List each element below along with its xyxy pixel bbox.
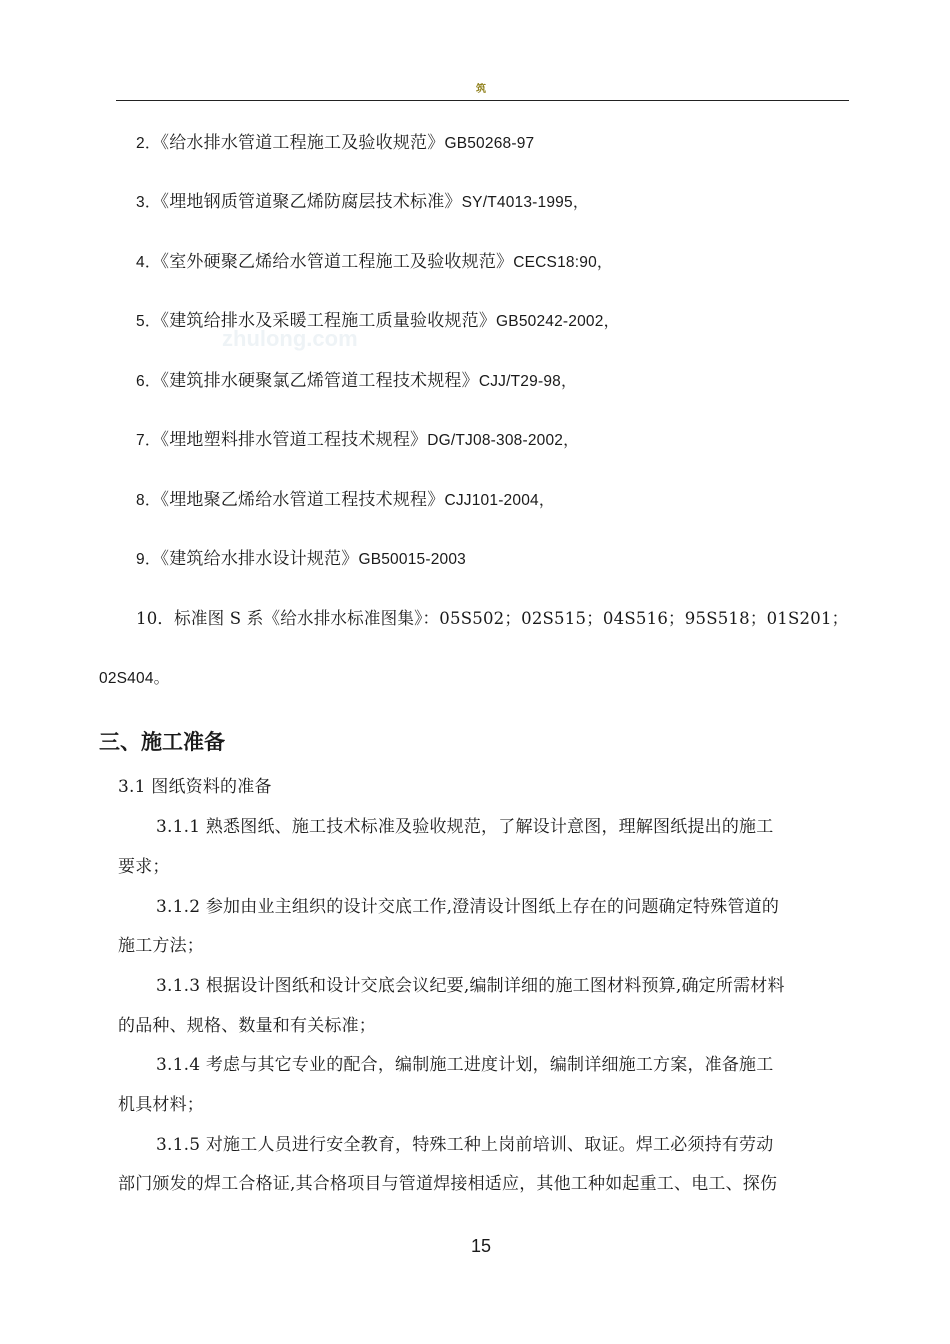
reference-code: DG/TJ08-308-2002， xyxy=(427,432,579,449)
reference-title: 《埋地塑料排水管道工程技术规程》 xyxy=(160,430,428,450)
paragraph-line: 3.1.3 根据设计图纸和设计交底会议纪要,编制详细的施工图材料预算,确定所需材料 xyxy=(156,976,785,996)
paragraph-line: 要求； xyxy=(118,857,170,877)
header-rule xyxy=(116,100,849,101)
reference-code: CJJ101-2004， xyxy=(444,492,555,509)
paragraph-line: 施工方法； xyxy=(118,936,204,956)
reference-number: 9． xyxy=(136,551,161,568)
reference-number: 3． xyxy=(136,194,161,211)
reference-title: 《建筑给排水及采暖工程施工质量验收规范》 xyxy=(160,311,497,331)
reference-item xyxy=(136,489,555,512)
reference-item xyxy=(136,548,466,571)
paragraph-line: 3.1.4 考虑与其它专业的配合，编制施工进度计划，编制详细施工方案，准备施工 xyxy=(156,1055,774,1075)
watermark: zhulong.com xyxy=(222,326,358,351)
reference-title: 《建筑排水硬聚氯乙烯管道工程技术规程》 xyxy=(160,371,479,391)
reference-item xyxy=(136,429,579,452)
subsection-title: 3.1 图纸资料的准备 xyxy=(118,777,272,797)
reference-number: 4． xyxy=(136,254,161,271)
reference-code: SY/T4013-1995， xyxy=(461,194,589,211)
reference-code: GB50268-97 xyxy=(444,135,535,152)
paragraph-line: 部门颁发的焊工合格证,其合格项目与管道焊接相适应，其他工种如起重工、电工、探伤 xyxy=(118,1174,778,1194)
paragraph-line: 3.1.5 对施工人员进行安全教育，特殊工种上岗前培训、取证。焊工必须持有劳动 xyxy=(156,1135,774,1155)
reference-code: GB50242-2002， xyxy=(496,313,620,330)
reference-number: 5． xyxy=(136,313,161,330)
paragraph-line: 机具材料； xyxy=(118,1095,204,1115)
reference-title: 《建筑给水排水设计规范》 xyxy=(160,549,359,569)
page-number: 15 xyxy=(471,1236,492,1256)
section-heading: 三、施工准备 xyxy=(99,730,225,754)
reference-number: 7． xyxy=(136,432,161,449)
reference-title: 《室外硬聚乙烯给水管道工程施工及验收规范》 xyxy=(160,252,514,272)
reference-title: 《给水排水管道工程施工及验收规范》 xyxy=(160,133,445,153)
reference-item-10: 10．标准图 S 系《给水排水标准图集》：05S502；02S515；04S516；95S518；01S201； xyxy=(136,609,849,629)
reference-title: 《埋地钢质管道聚乙烯防腐层技术标准》 xyxy=(160,192,462,212)
reference-number: 2． xyxy=(136,135,161,152)
reference-item xyxy=(136,370,577,393)
reference-code: GB50015-2003 xyxy=(358,551,466,568)
reference-item xyxy=(136,191,589,214)
reference-item xyxy=(136,132,534,155)
header-logo-mark: 筑 xyxy=(476,84,486,95)
reference-code: CJJ/T29-98， xyxy=(478,373,577,390)
paragraph-line: 的品种、规格、数量和有关标准； xyxy=(118,1016,376,1036)
reference-number: 6． xyxy=(136,373,161,390)
reference-item-10-continued: 02S404。 xyxy=(99,670,170,687)
reference-title: 《埋地聚乙烯给水管道工程技术规程》 xyxy=(160,490,445,510)
reference-number: 8． xyxy=(136,492,161,509)
reference-item xyxy=(136,251,613,274)
paragraph-line: 3.1.1 熟悉图纸、施工技术标准及验收规范，了解设计意图，理解图纸提出的施工 xyxy=(156,817,774,837)
paragraph-line: 3.1.2 参加由业主组织的设计交底工作,澄清设计图纸上存在的问题确定特殊管道的 xyxy=(156,897,780,917)
reference-item xyxy=(136,310,619,333)
reference-code: CECS18:90， xyxy=(513,254,613,271)
